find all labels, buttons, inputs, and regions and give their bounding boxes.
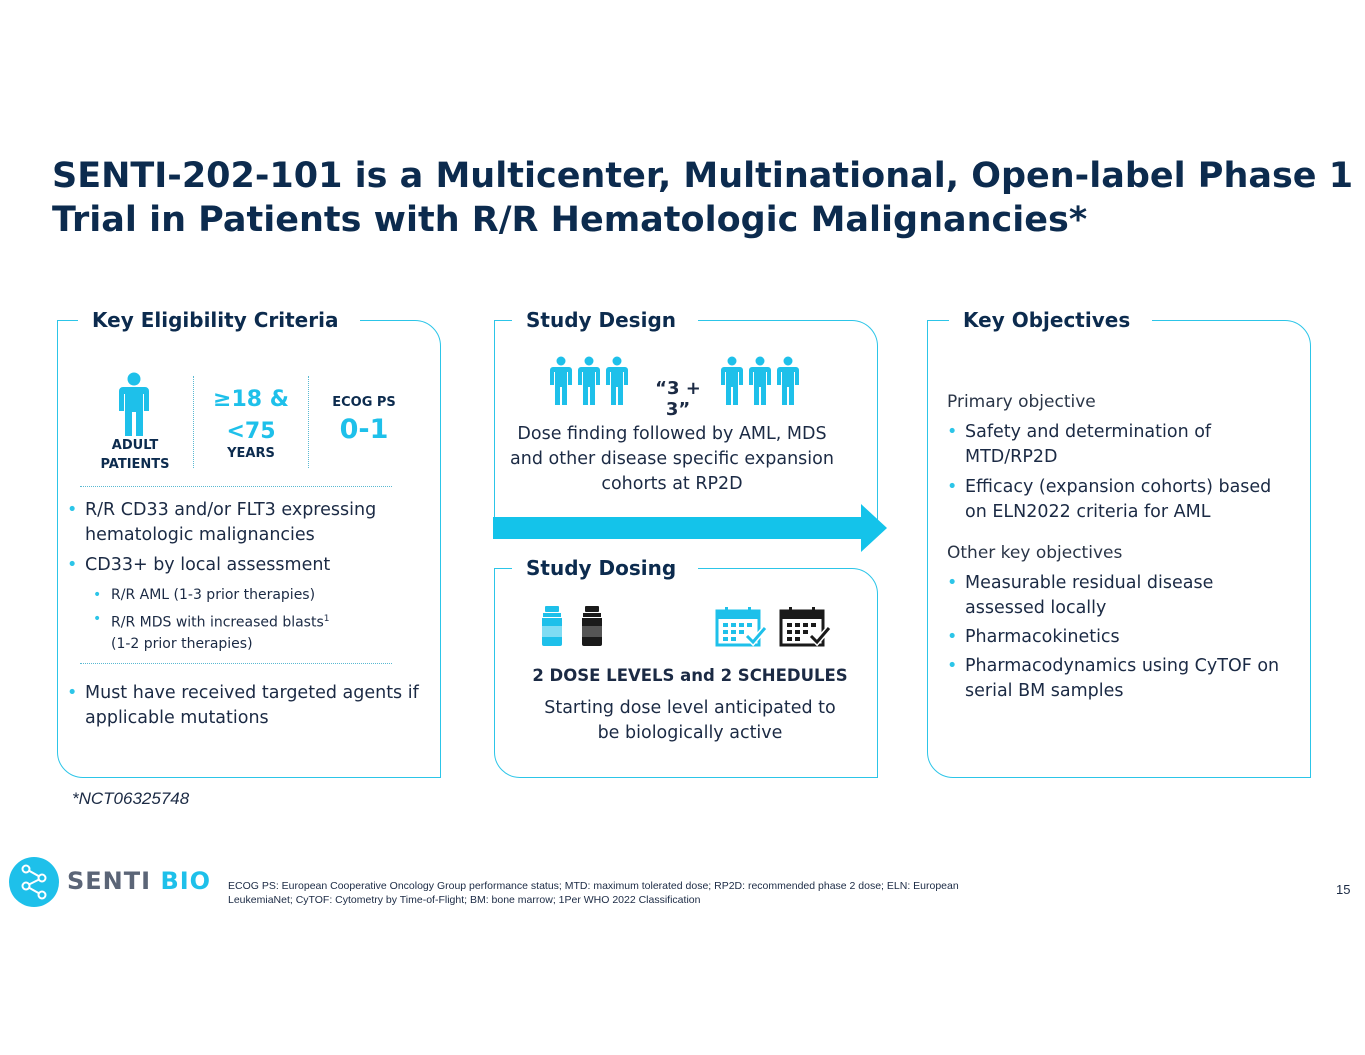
footer-abbreviations: ECOG PS: European Cooperative Oncology Group performance status; MTD: maximum tolerated dose; RP2D: recommended phase 2 dose; ELN: European LeukemiaNet; CyTOF: Cytometry by Time-of-Flight; BM: bone marrow; 1Per WHO 2022 Classification: [228, 880, 959, 906]
age-range-line-2: <75: [226, 419, 276, 444]
brand-senti: SENTI: [67, 867, 152, 895]
adult-patients-label: ADULT PATIENTS: [100, 438, 170, 472]
objective-item: • Measurable residual disease assessed locally: [947, 571, 1297, 621]
page-number: 15: [1336, 882, 1351, 897]
eligibility-final-bullet: [67, 681, 427, 731]
eligibility-bullet: • CD33+ by local assessment: [67, 553, 417, 578]
senti-bio-logo: [8, 856, 218, 908]
slide-title-line-1: SENTI-202-101 is a Multicenter, Multinational, Open-label Phase 1: [52, 156, 1354, 196]
other-objectives-label: Other key objectives: [947, 543, 1123, 563]
cohort-people-icon-right: [720, 356, 804, 406]
dose-levels-label: 2 DOSE LEVELS and 2 SCHEDULES: [532, 666, 848, 685]
slide-title: [52, 154, 1354, 242]
divider: [308, 376, 309, 468]
vial-dark-icon: [580, 606, 604, 646]
person-icon: [550, 357, 572, 406]
adult-person-icon: [117, 372, 151, 436]
eligibility-sub-bullet: • R/R AML (1-3 prior therapies): [93, 585, 393, 606]
person-icon: [578, 357, 600, 406]
calendar-dark-icon: [779, 606, 833, 648]
calendar-cyan-icon: [715, 606, 769, 648]
person-icon: [777, 357, 799, 406]
trial-id: *NCT06325748: [72, 789, 190, 808]
objectives-heading: Key Objectives: [949, 307, 1152, 333]
footnote-mark: 1: [323, 614, 330, 624]
person-icon: [749, 357, 771, 406]
ecog-label: ECOG PS: [332, 395, 396, 410]
flow-arrow: [493, 504, 889, 552]
age-criteria: [204, 384, 298, 462]
objective-item: • Efficacy (expansion cohorts) based on ELN2022 criteria for AML: [947, 475, 1297, 525]
primary-objectives-list: [947, 420, 1297, 525]
person-icon: [721, 357, 743, 406]
primary-objective-label: Primary objective: [947, 392, 1096, 412]
divider: [80, 486, 392, 487]
divider: [80, 663, 392, 664]
objective-item: • Safety and determination of MTD/RP2D: [947, 420, 1297, 470]
divider: [193, 376, 194, 468]
age-range-line-1: ≥18 &: [213, 387, 289, 412]
eligibility-bullet: • Must have received targeted agents if applicable mutations: [67, 681, 427, 731]
study-dosing-description: Starting dose level anticipated to be biologically active: [544, 698, 836, 743]
study-design-description: Dose finding followed by AML, MDS and other disease specific expansion cohorts at RP2D: [510, 424, 834, 494]
eligibility-sub-bullets: [93, 585, 393, 655]
person-icon: [606, 357, 628, 406]
study-dosing-heading: Study Dosing: [512, 555, 698, 581]
eligibility-heading: Key Eligibility Criteria: [78, 307, 360, 333]
brand-bio: BIO: [160, 867, 212, 895]
three-plus-three-label: “3 + 3”: [655, 378, 701, 420]
age-unit: YEARS: [227, 446, 275, 461]
cohort-people-icon-left: [549, 356, 633, 406]
ecog-criteria: [318, 394, 410, 448]
logo-mark-icon: [8, 856, 60, 908]
slide-title-line-2: Trial in Patients with R/R Hematologic Malignancies*: [52, 200, 1088, 240]
objective-item: • Pharmacodynamics using CyTOF on serial BM samples: [947, 654, 1297, 704]
eligibility-sub-bullet: • R/R MDS with increased blasts$^1$ (1-2 prior therapies): [93, 609, 393, 655]
study-design-heading: Study Design: [512, 307, 698, 333]
vial-cyan-icon: [540, 606, 564, 646]
ecog-value: 0-1: [339, 414, 389, 445]
eligibility-bullets: [67, 498, 417, 578]
objective-item: • Pharmacokinetics: [947, 625, 1297, 650]
other-objectives-list: [947, 571, 1297, 704]
eligibility-bullet: • R/R CD33 and/or FLT3 expressing hematologic malignancies: [67, 498, 417, 548]
